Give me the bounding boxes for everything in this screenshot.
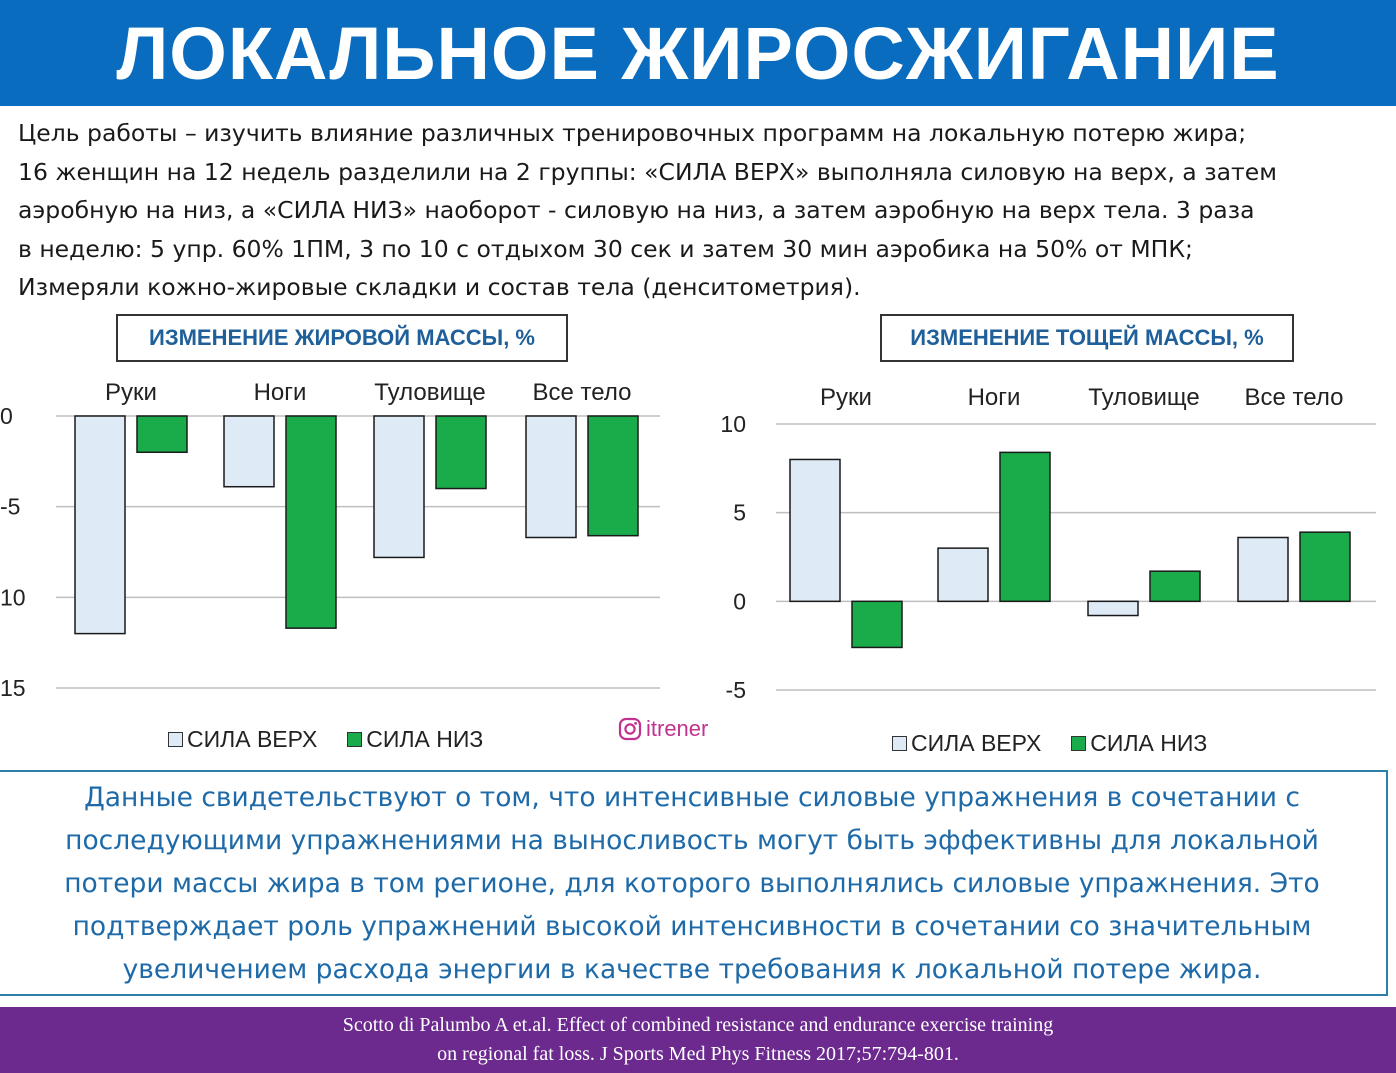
citation-line: Scotto di Palumbo A et.al. Effect of combined resistance and endurance exercise training <box>342 1014 1054 1036</box>
watermark-handle: itrener <box>646 716 709 741</box>
bar-sila-niz <box>137 416 187 452</box>
lean-chart-title: ИЗМЕНЕНИЕ ТОЩЕЙ МАССЫ, % <box>910 325 1264 350</box>
conclusion-box <box>0 770 1388 996</box>
bar-sila-verkh <box>526 416 576 537</box>
y-tick-label: 5 <box>733 499 746 526</box>
bar-sila-niz <box>1300 532 1350 601</box>
bar-sila-niz <box>588 416 638 536</box>
y-tick-label: 10 <box>0 584 26 611</box>
conclusion-line: последующими упражнениями на выносливость могут быть эффективны для локальной <box>65 824 1319 856</box>
legend-label: СИЛА НИЗ <box>1090 730 1208 756</box>
bar-sila-verkh <box>374 416 424 557</box>
category-label: Руки <box>105 379 157 406</box>
bar-sila-verkh <box>790 459 840 601</box>
y-tick-label: -5 <box>0 493 21 520</box>
category-label: Туловище <box>374 379 486 406</box>
legend-swatch-sila-niz <box>1071 736 1086 751</box>
y-tick-label: -5 <box>725 677 746 703</box>
fat-chart-title: ИЗМЕНЕНИЕ ЖИРОВОЙ МАССЫ, % <box>149 325 535 350</box>
category-label: Ноги <box>253 379 307 406</box>
bar-sila-niz <box>852 601 902 647</box>
bar-sila-verkh <box>938 548 988 601</box>
citation-line: on regional fat loss. J Sports Med Phys Fitness 2017;57:794-801. <box>437 1043 959 1065</box>
study-description <box>18 114 1388 307</box>
bar-sila-niz <box>1000 452 1050 601</box>
instagram-watermark <box>618 716 708 742</box>
y-tick-label: 15 <box>0 675 26 701</box>
intro-line: Цель работы – изучить влияние различных тренировочных программ на локальную потерю жира; <box>18 119 1247 147</box>
conclusion-line: увеличением расхода энергии в качестве требования к локальной потере жира. <box>122 953 1262 985</box>
fat-mass-chart <box>0 300 690 700</box>
category-label: Туловище <box>1088 384 1200 411</box>
bar-sila-verkh <box>1238 537 1288 601</box>
fat-chart-legend <box>168 726 483 753</box>
header-banner <box>0 0 1396 106</box>
category-label: Все тело <box>1244 384 1344 411</box>
conclusion-line: потери массы жира в том регионе, для которого выполнялись силовые упражнения. Это <box>64 867 1320 899</box>
conclusion-line: подтверждает роль упражнений высокой интенсивности в сочетании со значительным <box>72 910 1312 942</box>
y-tick-label: 0 <box>733 588 746 615</box>
lean-mass-chart <box>698 300 1396 703</box>
y-tick-label: 10 <box>720 411 746 437</box>
category-label: Ноги <box>967 384 1021 411</box>
legend-item-sila-niz <box>1071 730 1207 757</box>
legend-item-sila-niz <box>347 726 483 753</box>
intro-line: 16 женщин на 12 недель разделили на 2 группы: «СИЛА ВЕРХ» выполняла силовую на верх, а затем <box>18 157 1277 186</box>
conclusion-line: Данные свидетельствуют о том, что интенсивные силовые упражнения в сочетании с <box>84 781 1300 813</box>
bar-sila-verkh <box>1088 601 1138 615</box>
legend-label: СИЛА ВЕРХ <box>187 726 318 752</box>
lean-chart-legend <box>892 730 1207 757</box>
instagram-icon <box>618 717 642 741</box>
legend-item-sila-verkh <box>168 726 317 753</box>
intro-line: в неделю: 5 упр. 60% 1ПМ, 3 по 10 с отдыхом 30 сек и затем 30 мин аэробика на 50% от МПК; <box>18 234 1193 263</box>
intro-line: аэробную на низ, а «СИЛА НИЗ» наоборот - силовую на низ, а затем аэробную на верх тела. 3 раза <box>18 196 1255 224</box>
bar-sila-niz <box>286 416 336 628</box>
legend-swatch-sila-verkh <box>892 736 907 751</box>
bar-sila-niz <box>436 416 486 489</box>
legend-item-sila-verkh <box>892 730 1041 757</box>
category-label: Руки <box>820 384 872 411</box>
bar-sila-verkh <box>224 416 274 487</box>
bar-sila-niz <box>1150 571 1200 601</box>
category-label: Все тело <box>532 379 632 406</box>
legend-swatch-sila-verkh <box>168 732 183 747</box>
y-tick-label: 0 <box>0 403 13 429</box>
citation-footer <box>0 1007 1396 1073</box>
page-title: ЛОКАЛЬНОЕ ЖИРОСЖИГАНИЕ <box>116 11 1280 95</box>
bar-sila-verkh <box>75 416 125 634</box>
legend-swatch-sila-niz <box>347 732 362 747</box>
intro-line: Измеряли кожно-жировые складки и состав тела (денситометрия). <box>18 273 861 301</box>
legend-label: СИЛА ВЕРХ <box>911 730 1042 756</box>
legend-label: СИЛА НИЗ <box>366 726 484 752</box>
